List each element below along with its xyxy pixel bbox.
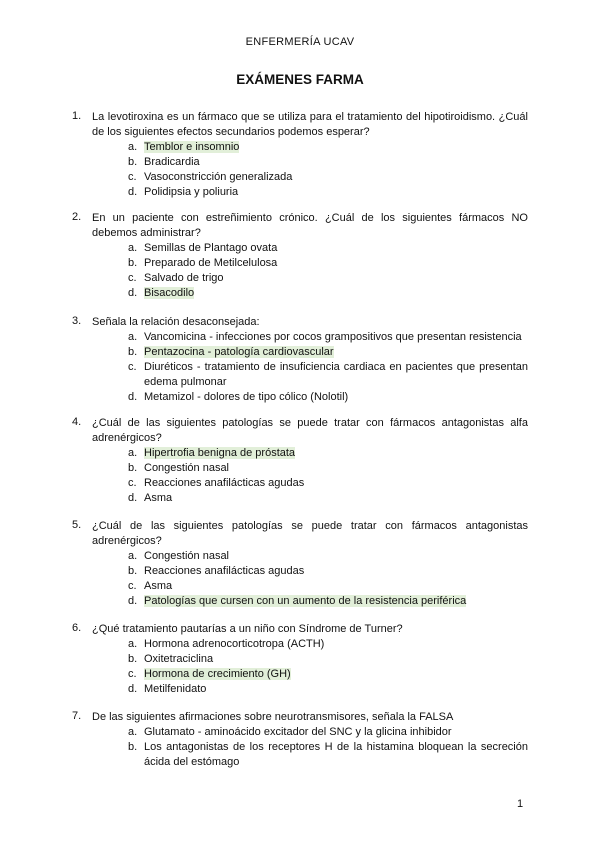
option-a — [92, 637, 528, 652]
option-text: Asma — [144, 580, 173, 592]
question-6 — [72, 622, 528, 697]
option-text: Vasoconstricción generalizada — [144, 171, 293, 183]
option-letter: c. — [128, 668, 137, 680]
option-text: Asma — [144, 492, 173, 504]
option-letter: b. — [128, 741, 138, 753]
question-text: ¿Cuál de las siguientes patologías se puede tratar con fármacos antagonistas adrenérgicos? — [92, 520, 528, 547]
option-a — [92, 140, 528, 155]
option-b — [92, 564, 528, 579]
option-letter: b. — [128, 156, 138, 168]
option-list — [92, 140, 528, 200]
question-number: 4. — [72, 416, 82, 428]
option-list — [92, 446, 528, 506]
question-2 — [72, 211, 528, 301]
option-text: Congestión nasal — [144, 462, 230, 474]
question-1 — [72, 110, 528, 200]
option-letter: d. — [128, 287, 138, 299]
option-a — [92, 241, 528, 256]
option-letter: a. — [128, 242, 138, 254]
option-d — [92, 682, 528, 697]
question-number: 1. — [72, 110, 82, 122]
page-number: 1 — [517, 798, 524, 810]
option-d — [92, 286, 528, 301]
question-5 — [72, 519, 528, 609]
option-letter: c. — [128, 580, 137, 592]
question-number: 7. — [72, 710, 82, 722]
option-c — [92, 170, 528, 185]
question-number: 5. — [72, 519, 82, 531]
option-letter: d. — [128, 683, 138, 695]
option-list — [92, 549, 528, 609]
question-text: ¿Qué tratamiento pautarías a un niño con Síndrome de Turner? — [92, 623, 403, 635]
option-c — [92, 476, 528, 491]
option-letter: a. — [128, 550, 138, 562]
question-number: 2. — [72, 211, 82, 223]
option-letter: a. — [128, 331, 138, 343]
option-text: Polidipsia y poliuria — [144, 186, 239, 198]
option-letter: a. — [128, 447, 138, 459]
option-a — [92, 330, 528, 345]
option-letter: c. — [128, 477, 137, 489]
option-c — [92, 360, 528, 390]
option-text-correct: Patologías que cursen con un aumento de la resistencia periférica — [144, 595, 467, 607]
question-number: 6. — [72, 622, 82, 634]
option-text: Glutamato - aminoácido excitador del SNC y la glicina inhibidor — [144, 726, 452, 738]
option-letter: b. — [128, 653, 138, 665]
option-text: Vancomicina - infecciones por cocos grampositivos que presentan resistencia — [144, 331, 522, 343]
option-text: Reacciones anafilácticas agudas — [144, 565, 305, 577]
option-text: Reacciones anafilácticas agudas — [144, 477, 305, 489]
option-d — [92, 185, 528, 200]
question-text: En un paciente con estreñimiento crónico. ¿Cuál de los siguientes fármacos NO debemos administrar? — [92, 212, 528, 239]
option-a — [92, 446, 528, 461]
question-text: La levotiroxina es un fármaco que se utiliza para el tratamiento del hipotiroidismo. ¿Cuál de los siguientes efectos secundarios podemos esperar? — [92, 111, 528, 138]
question-4 — [72, 416, 528, 506]
option-b — [92, 155, 528, 170]
option-a — [92, 549, 528, 564]
option-b — [92, 652, 528, 667]
option-text: Diuréticos - tratamiento de insuficiencia cardiaca en pacientes que presentan edema pulmonar — [144, 361, 528, 388]
question-text: Señala la relación desaconsejada: — [92, 316, 260, 328]
option-d — [92, 491, 528, 506]
option-c — [92, 579, 528, 594]
document-header: ENFERMERÍA UCAV — [245, 36, 355, 48]
option-letter: b. — [128, 462, 138, 474]
question-3 — [72, 315, 528, 405]
option-text-correct: Hormona de crecimiento (GH) — [144, 668, 291, 680]
option-text-correct: Hipertrofia benigna de próstata — [144, 447, 296, 459]
option-b — [92, 740, 528, 770]
option-list — [92, 330, 528, 405]
option-letter: a. — [128, 726, 138, 738]
question-text: De las siguientes afirmaciones sobre neurotransmisores, señala la FALSA — [92, 711, 454, 723]
option-text-correct: Bisacodilo — [144, 287, 195, 299]
question-number: 3. — [72, 315, 82, 327]
option-text: Metamizol - dolores de tipo cólico (Nolotil) — [144, 391, 349, 403]
option-letter: b. — [128, 346, 138, 358]
option-text-correct: Pentazocina - patología cardiovascular — [144, 346, 334, 358]
option-letter: b. — [128, 565, 138, 577]
question-text: ¿Cuál de las siguientes patologías se puede tratar con fármacos antagonistas alfa adrenérgicos? — [92, 417, 528, 444]
option-text: Semillas de Plantago ovata — [144, 242, 278, 254]
option-letter: c. — [128, 361, 137, 373]
option-b — [92, 461, 528, 476]
option-d — [92, 390, 528, 405]
option-text: Metilfenidato — [144, 683, 207, 695]
option-letter: b. — [128, 257, 138, 269]
option-letter: d. — [128, 391, 138, 403]
option-letter: a. — [128, 141, 138, 153]
option-text: Salvado de trigo — [144, 272, 224, 284]
document-title: EXÁMENES FARMA — [236, 72, 364, 87]
option-letter: d. — [128, 492, 138, 504]
option-d — [92, 594, 528, 609]
option-b — [92, 256, 528, 271]
option-b — [92, 345, 528, 360]
option-text-correct: Temblor e insomnio — [144, 141, 240, 153]
option-letter: c. — [128, 171, 137, 183]
option-text: Hormona adrenocorticotropa (ACTH) — [144, 638, 325, 650]
question-7 — [72, 710, 528, 770]
option-text: Preparado de Metilcelulosa — [144, 257, 278, 269]
option-text: Congestión nasal — [144, 550, 230, 562]
option-list — [92, 637, 528, 697]
option-letter: c. — [128, 272, 137, 284]
option-list — [92, 241, 528, 301]
option-a — [92, 725, 528, 740]
option-letter: d. — [128, 186, 138, 198]
option-letter: a. — [128, 638, 138, 650]
option-c — [92, 667, 528, 682]
option-c — [92, 271, 528, 286]
option-text: Bradicardia — [144, 156, 200, 168]
option-list — [92, 725, 528, 770]
option-letter: d. — [128, 595, 138, 607]
option-text: Oxitetraciclina — [144, 653, 214, 665]
option-text: Los antagonistas de los receptores H de la histamina bloquean la secreción ácida del estómago — [144, 741, 528, 768]
